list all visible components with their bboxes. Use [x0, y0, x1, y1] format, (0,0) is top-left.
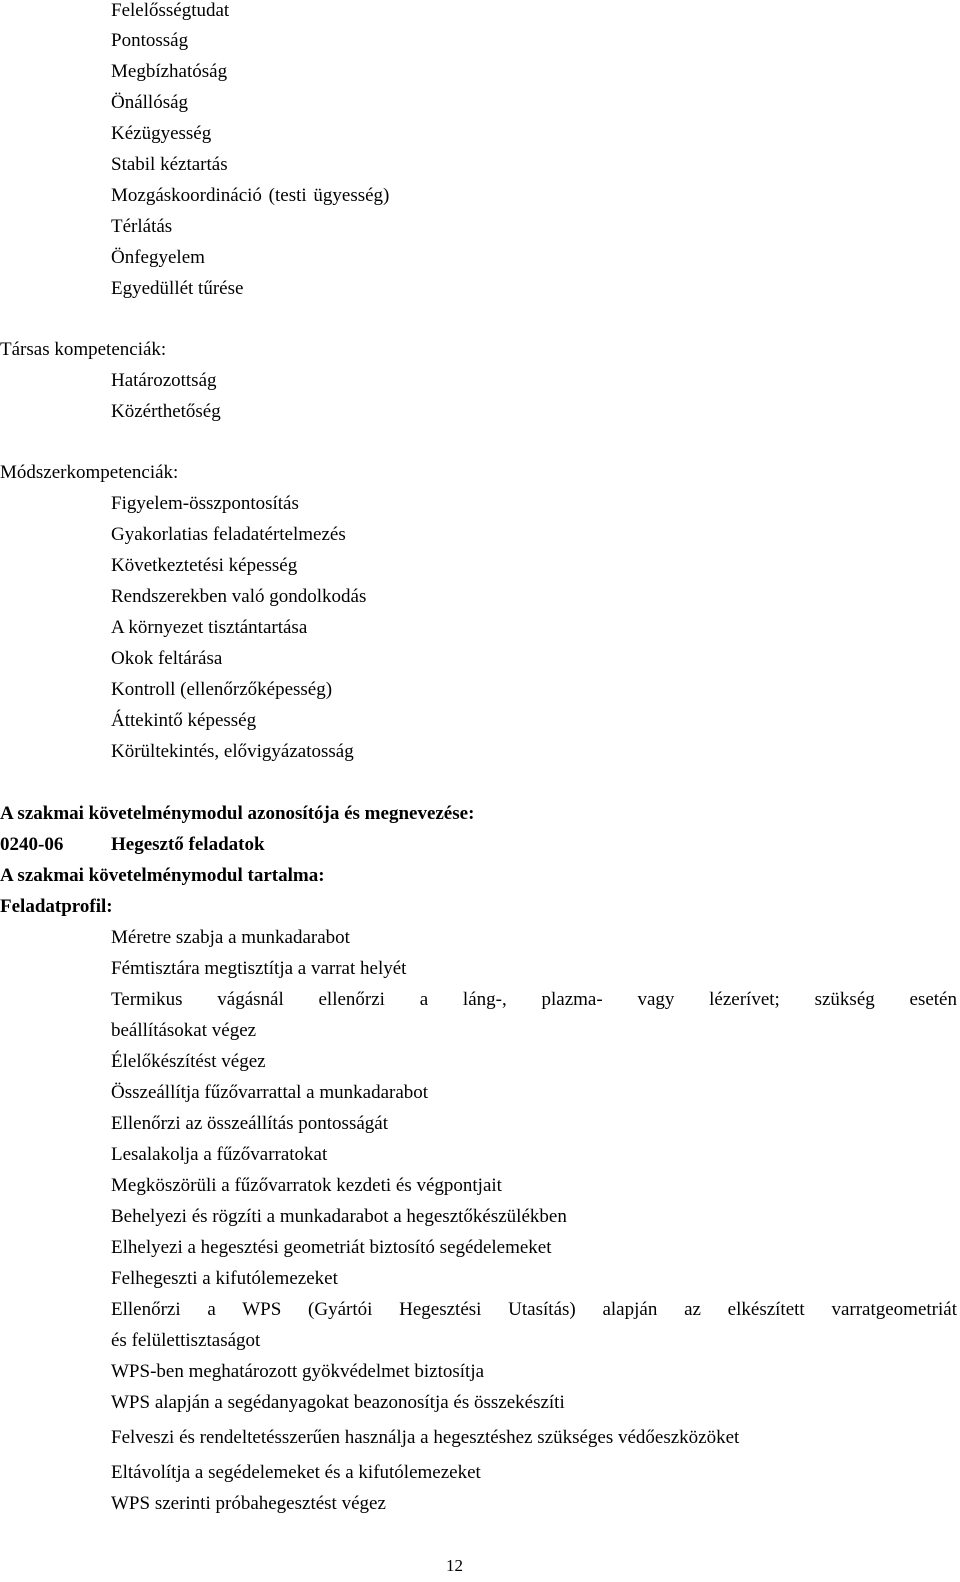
list-item: Önállóság: [111, 92, 189, 113]
list-item: Rendszerekben való gondolkodás: [111, 586, 367, 607]
list-item: Határozottság: [111, 370, 217, 391]
list-item: Megbízhatóság: [111, 61, 228, 82]
module-id-heading: A szakmai követelménymodul azonosítója és megnevezése:: [0, 803, 475, 824]
task-item: Termikus vágásnál ellenőrzi a láng-, plazma- vagy lézerívet; szükség esetén: [111, 989, 957, 1010]
list-item: Stabil kéztartás: [111, 154, 228, 175]
task-item-continuation: és felülettisztaságot: [111, 1330, 261, 1351]
task-item: Eltávolítja a segédelemeket és a kifutólemezeket: [111, 1462, 481, 1483]
list-item: Okok feltárása: [111, 648, 223, 669]
list-item: Önfegyelem: [111, 247, 205, 268]
list-item: Egyedüllét tűrése: [111, 278, 244, 299]
list-item: Áttekintő képesség: [111, 710, 257, 731]
task-item: Behelyezi és rögzíti a munkadarabot a hegesztőkészülékben: [111, 1206, 567, 1227]
list-item: Térlátás: [111, 216, 173, 237]
list-item: Mozgáskoordináció (testi ügyesség): [111, 185, 390, 206]
list-item: Körültekintés, elővigyázatosság: [111, 741, 354, 762]
task-item: Méretre szabja a munkadarabot: [111, 927, 350, 948]
module-code: 0240-06: [0, 834, 64, 855]
task-item: Felveszi és rendeltetésszerűen használja a hegesztéshez szükséges védőeszközöket: [111, 1427, 740, 1448]
list-item: A környezet tisztántartása: [111, 617, 308, 638]
list-item: Figyelem-összpontosítás: [111, 493, 299, 514]
module-name: Hegesztő feladatok: [111, 834, 265, 855]
task-item: WPS-ben meghatározott gyökvédelmet biztosítja: [111, 1361, 485, 1382]
module-content-heading: A szakmai követelménymodul tartalma:: [0, 865, 325, 886]
section-heading-social: Társas kompetenciák:: [0, 339, 167, 360]
task-item: Ellenőrzi a WPS (Gyártói Hegesztési Utasítás) alapján az elkészített varratgeometriát: [111, 1299, 957, 1320]
profile-heading: Feladatprofil:: [0, 896, 113, 917]
task-item: Felhegeszti a kifutólemezeket: [111, 1268, 338, 1289]
page-number: 12: [446, 1556, 463, 1575]
task-item-continuation: beállításokat végez: [111, 1020, 257, 1041]
task-item: Fémtisztára megtisztítja a varrat helyét: [111, 958, 407, 979]
task-item: WPS szerinti próbahegesztést végez: [111, 1493, 386, 1514]
task-item: Ellenőrzi az összeállítás pontosságát: [111, 1113, 388, 1134]
task-item: WPS alapján a segédanyagokat beazonosítja és összekészíti: [111, 1392, 565, 1413]
task-item: Élelőkészítést végez: [111, 1051, 266, 1072]
list-item: Kontroll (ellenőrzőképesség): [111, 679, 333, 700]
list-item: Felelősségtudat: [111, 0, 230, 21]
task-item: Megköszörüli a fűzővarratok kezdeti és végpontjait: [111, 1175, 502, 1196]
list-item: Kézügyesség: [111, 123, 212, 144]
list-item: Közérthetőség: [111, 401, 221, 422]
task-item: Lesalakolja a fűzővarratokat: [111, 1144, 328, 1165]
section-heading-method: Módszerkompetenciák:: [0, 462, 179, 483]
module-title: [0, 834, 265, 856]
task-item: Elhelyezi a hegesztési geometriát biztosító segédelemeket: [111, 1237, 552, 1258]
list-item: Következtetési képesség: [111, 555, 298, 576]
list-item: Pontosság: [111, 30, 189, 51]
task-item: Összeállítja fűzővarrattal a munkadarabot: [111, 1082, 429, 1103]
list-item: Gyakorlatias feladatértelmezés: [111, 524, 346, 545]
